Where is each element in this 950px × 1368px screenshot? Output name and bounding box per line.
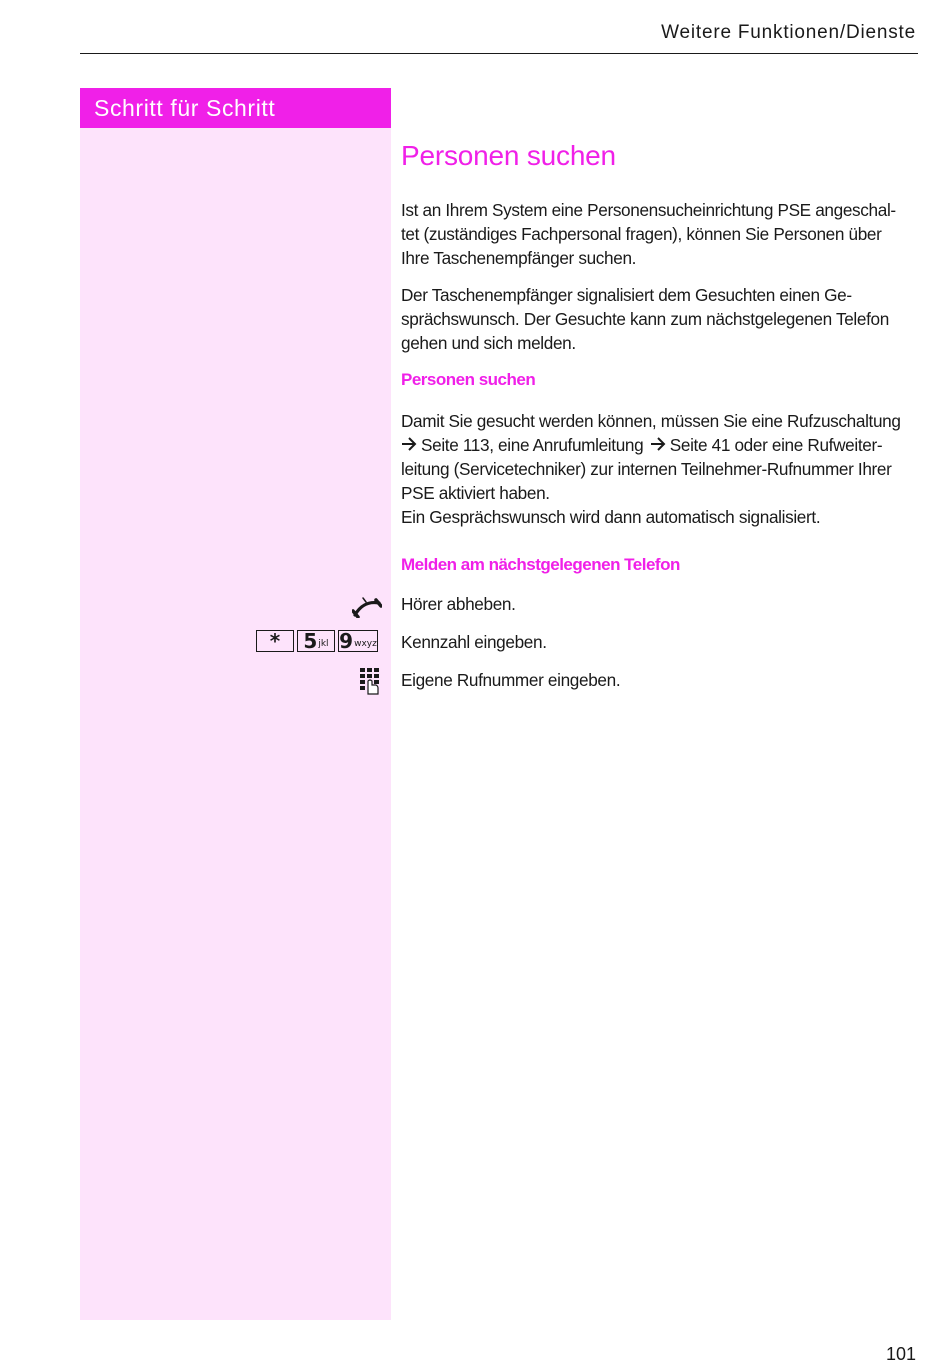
key-label: 5 [303, 629, 318, 653]
page-title: Personen suchen [401, 140, 616, 171]
section-heading: Personen suchen [401, 370, 536, 389]
running-header: Weitere Funktionen/Dienste [661, 22, 916, 43]
header-rule [80, 53, 918, 54]
section-heading: Melden am nächstgelegenen Telefon [401, 555, 680, 574]
info-line: sprächswunsch. Der Gesuchte kann zum nächstgelegenen Telefon [401, 309, 889, 329]
section1-line: Damit Sie gesucht werden können, müssen Sie eine Rufzuschaltung [401, 411, 901, 431]
intro-line: Ist an Ihrem System eine Personensucheinrichtung PSE angeschal- [401, 200, 896, 220]
key-9[interactable] [338, 630, 378, 652]
info-paragraph [401, 283, 917, 355]
sidebar-column [80, 128, 391, 1320]
key-label: * [269, 629, 281, 653]
key-letters: wxyz [354, 639, 377, 649]
intro-line: Ihre Taschenempfänger suchen. [401, 248, 637, 268]
step-text: Hörer abheben. [401, 594, 516, 614]
page-reference-link[interactable]: Seite 113, eine Anrufumleitung [421, 435, 644, 455]
section1-line [401, 433, 917, 457]
section1-line: leitung (Servicetechniker) zur internen Teilnehmer-Rufnummer Ihrer [401, 459, 892, 479]
section1-line: Ein Gesprächswunsch wird dann automatisch signalisiert. [401, 507, 821, 527]
arrow-right-icon [401, 437, 417, 451]
arrow-right-icon [650, 437, 666, 451]
info-line: gehen und sich melden. [401, 333, 576, 353]
info-line: Der Taschenempfänger signalisiert dem Gesuchten einen Ge- [401, 285, 852, 305]
key-letters: jkl [318, 639, 329, 649]
key-label: 9 [339, 629, 354, 653]
step-text: Kennzahl eingeben. [401, 632, 547, 652]
handset-lift-icon [352, 596, 382, 618]
section1-paragraph [401, 409, 917, 529]
section1-line: PSE aktiviert haben. [401, 483, 550, 503]
sidebar-title: Schritt für Schritt [80, 88, 391, 128]
intro-paragraph [401, 198, 917, 270]
intro-line: tet (zuständiges Fachpersonal fragen), können Sie Personen über [401, 224, 882, 244]
page-number: 101 [885, 1344, 916, 1364]
dialpad-icon [359, 667, 381, 695]
key-5[interactable] [297, 630, 335, 652]
keypad-keys [256, 630, 378, 652]
key-star[interactable] [256, 630, 294, 652]
step-text: Eigene Rufnummer eingeben. [401, 670, 621, 690]
page-reference-link[interactable]: Seite 41 oder eine Rufweiter- [669, 435, 883, 455]
